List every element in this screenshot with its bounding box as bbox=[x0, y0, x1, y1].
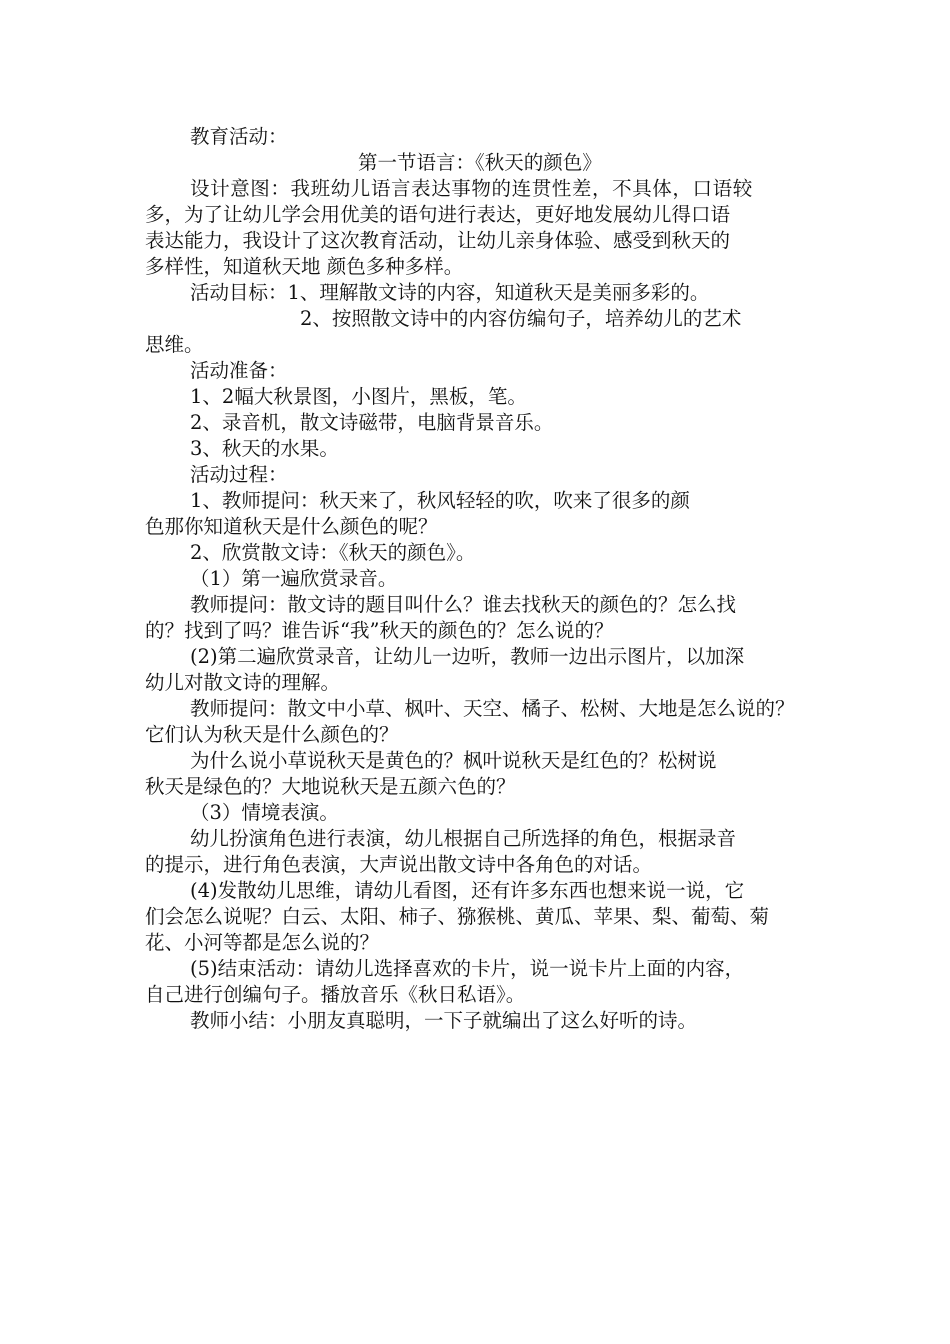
paragraph-line: 它们认为秋天是什么颜色的？ bbox=[145, 723, 399, 746]
paragraph-line: (2)第二遍欣赏录音，让幼儿一边听，教师一边出示图片，以加深 bbox=[190, 645, 745, 668]
paragraph-line: 色那你知道秋天是什么颜色的呢？ bbox=[145, 515, 438, 538]
paragraph-line: 花、小河等都是怎么说的？ bbox=[145, 931, 380, 954]
paragraph-line: (4)发散幼儿思维，请幼儿看图，还有许多东西也想来说一说，它 bbox=[190, 879, 745, 902]
paragraph-line: 们会怎么说呢？白云、太阳、柿子、猕猴桃、黄瓜、苹果、梨、葡萄、菊 bbox=[145, 905, 770, 928]
paragraph-line: 3、秋天的水果。 bbox=[190, 437, 339, 460]
paragraph-line: 自己进行创编句子。播放音乐《秋日私语》。 bbox=[145, 983, 526, 1006]
paragraph-line: 为什么说小草说秋天是黄色的？枫叶说秋天是红色的？松树说 bbox=[190, 749, 717, 772]
paragraph-line: 活动过程： bbox=[190, 463, 288, 486]
paragraph-line: 活动目标：1、理解散文诗的内容，知道秋天是美丽多彩的。 bbox=[190, 281, 710, 304]
paragraph-line: 2、按照散文诗中的内容仿编句子，培养幼儿的艺术 bbox=[300, 307, 742, 330]
paragraph-line: （3）情境表演。 bbox=[190, 801, 339, 824]
paragraph-line: (5)结束活动：请幼儿选择喜欢的卡片，说一说卡片上面的内容， bbox=[190, 957, 745, 980]
paragraph-line: 教师小结：小朋友真聪明，一下子就编出了这么好听的诗。 bbox=[190, 1009, 698, 1032]
paragraph-line: 教师提问：散文中小草、枫叶、天空、橘子、松树、大地是怎么说的？ bbox=[190, 697, 795, 720]
section-heading: 教育活动： bbox=[190, 125, 288, 148]
paragraph-line: 多，为了让幼儿学会用优美的语句进行表达，更好地发展幼儿得口语 bbox=[145, 203, 731, 226]
document-body bbox=[145, 124, 810, 1034]
paragraph-line: 的提示，进行角色表演，大声说出散文诗中各角色的对话。 bbox=[145, 853, 653, 876]
paragraph-line: 秋天是绿色的？大地说秋天是五颜六色的？ bbox=[145, 775, 516, 798]
paragraph-line: 1、教师提问：秋天来了，秋风轻轻的吹，吹来了很多的颜 bbox=[190, 489, 690, 512]
paragraph-line: （1）第一遍欣赏录音。 bbox=[190, 567, 398, 590]
paragraph-line: 活动准备： bbox=[190, 359, 288, 382]
lesson-title: 第一节语言：《秋天的颜色》 bbox=[358, 151, 602, 174]
paragraph-line: 幼儿对散文诗的理解。 bbox=[145, 671, 341, 694]
paragraph-line: 幼儿扮演角色进行表演，幼儿根据自己所选择的角色，根据录音 bbox=[190, 827, 737, 850]
paragraph-line: 表达能力，我设计了这次教育活动，让幼儿亲身体验、感受到秋天的 bbox=[145, 229, 731, 252]
paragraph-line: 思维。 bbox=[145, 333, 204, 356]
paragraph-line: 1、2幅大秋景图，小图片，黑板，笔。 bbox=[190, 385, 527, 408]
paragraph-line: 2、录音机，散文诗磁带，电脑背景音乐。 bbox=[190, 411, 554, 434]
paragraph-line: 教师提问：散文诗的题目叫什么？谁去找秋天的颜色的？怎么找 bbox=[190, 593, 737, 616]
paragraph-line: 设计意图：我班幼儿语言表达事物的连贯性差，不具体，口语较 bbox=[190, 177, 753, 200]
paragraph-line: 的？找到了吗？谁告诉“我”秋天的颜色的？怎么说的？ bbox=[145, 619, 614, 642]
paragraph-line: 2、欣赏散文诗：《秋天的颜色》。 bbox=[190, 541, 476, 564]
paragraph-line: 多样性，知道秋天地 颜色多种多样。 bbox=[145, 255, 464, 278]
